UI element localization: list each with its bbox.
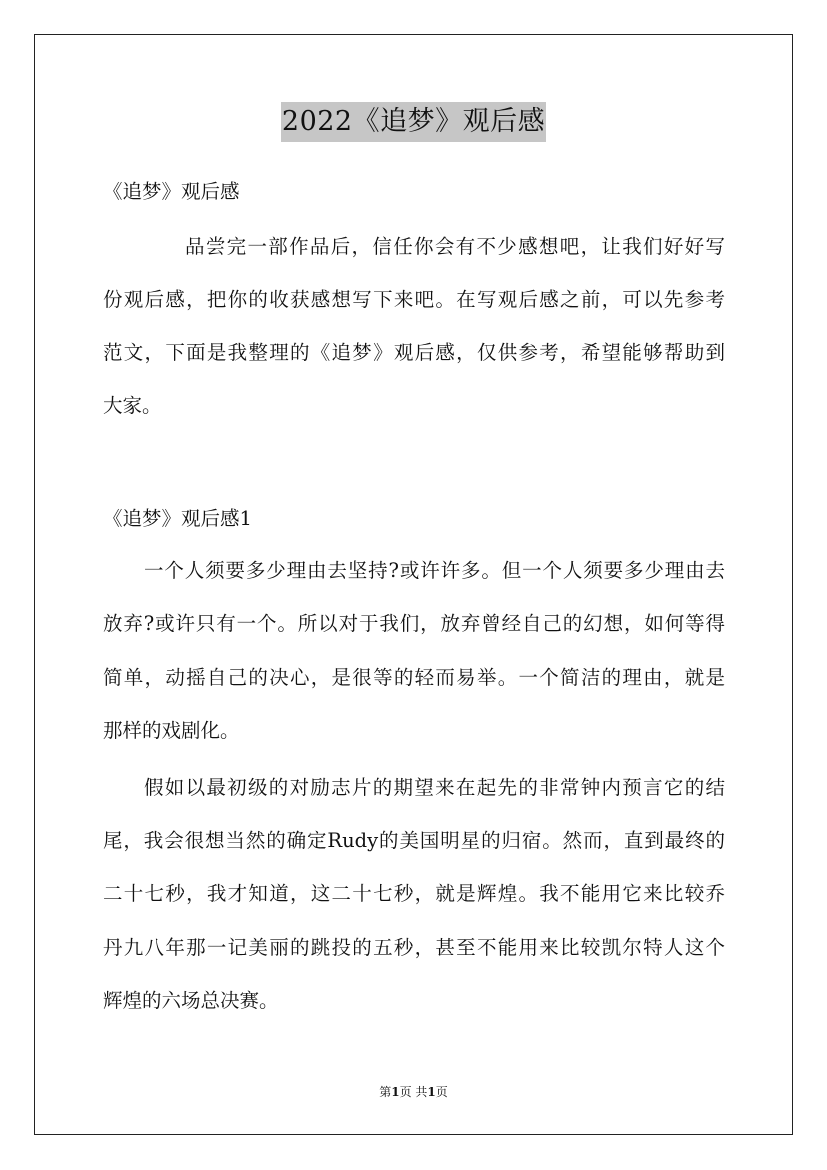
intro-line-1: 品尝完一部作品后，信任你会有不少感想吧，让我们好好写 [185, 235, 725, 258]
document-title: 2022《追梦》观后感 [281, 102, 546, 142]
paragraph1-line-3: 简单，动摇自己的决心，是很等的轻而易举。一个简洁的理由，就是 [103, 666, 725, 689]
section-heading: 《追梦》观后感1 [103, 507, 252, 530]
footer-page-number: 1 [391, 1085, 400, 1099]
footer-page-prefix: 第 [379, 1085, 392, 1099]
paragraph2-line-5: 辉煌的六场总决赛。 [103, 989, 279, 1012]
footer-page-suffix: 页 共 [399, 1085, 428, 1099]
subheading: 《追梦》观后感 [103, 180, 240, 203]
paragraph1-line-4: 那样的戏剧化。 [103, 719, 240, 742]
intro-line-2: 份观后感，把你的收获感想写下来吧。在写观后感之前，可以先参考 [103, 288, 725, 311]
paragraph2-line-3: 二十七秒，我才知道，这二十七秒，就是辉煌。我不能用它来比较乔 [103, 882, 725, 905]
paragraph2-line-2: 尾，我会很想当然的确定Rudy的美国明星的归宿。然而，直到最终的 [103, 829, 725, 852]
paragraph2-line-1: 假如以最初级的对励志片的期望来在起先的非常钟内预言它的结 [144, 776, 725, 799]
intro-line-4: 大家。 [103, 394, 162, 417]
footer-total-pages: 1 [427, 1085, 436, 1099]
paragraph2-line-4: 丹九八年那一记美丽的跳投的五秒，甚至不能用来比较凯尔特人这个 [103, 936, 725, 959]
footer-total-suffix: 页 [435, 1085, 448, 1099]
page-footer [0, 1083, 827, 1101]
paragraph1-line-2: 放弃?或许只有一个。所以对于我们，放弃曾经自己的幻想，如何等得 [103, 612, 725, 635]
intro-line-3: 范文，下面是我整理的《追梦》观后感，仅供参考，希望能够帮助到 [103, 341, 725, 364]
title-container [0, 102, 827, 142]
paragraph1-line-1: 一个人须要多少理由去坚持?或许许多。但一个人须要多少理由去 [144, 559, 725, 582]
